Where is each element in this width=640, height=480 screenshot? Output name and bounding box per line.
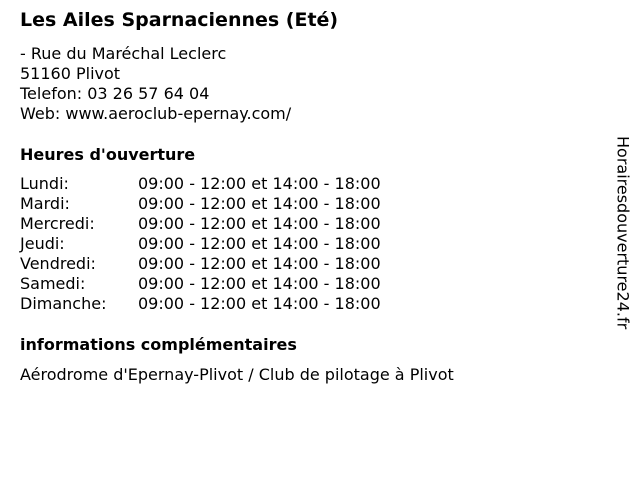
additional-info-heading: informations complémentaires <box>20 335 297 354</box>
time-range: 09:00 - 12:00 et 14:00 - 18:00 <box>138 194 381 213</box>
page-title: Les Ailes Sparnaciennes (Eté) <box>20 9 339 31</box>
time-range: 09:00 - 12:00 et 14:00 - 18:00 <box>138 174 381 193</box>
site-watermark: Horairesdouverture24.fr <box>613 136 633 330</box>
time-range: 09:00 - 12:00 et 14:00 - 18:00 <box>138 214 381 233</box>
hours-row-thursday <box>20 234 381 254</box>
day-label: Jeudi: <box>20 234 65 253</box>
address-block <box>20 44 291 124</box>
hours-row-wednesday <box>20 214 381 234</box>
time-range: 09:00 - 12:00 et 14:00 - 18:00 <box>138 234 381 253</box>
address-street: - Rue du Maréchal Leclerc <box>20 44 227 63</box>
day-label: Dimanche: <box>20 294 107 313</box>
hours-row-saturday <box>20 274 381 294</box>
time-range: 09:00 - 12:00 et 14:00 - 18:00 <box>138 254 381 273</box>
hours-row-friday <box>20 254 381 274</box>
day-label: Mercredi: <box>20 214 95 233</box>
day-label: Lundi: <box>20 174 69 193</box>
day-label: Samedi: <box>20 274 86 293</box>
day-label: Vendredi: <box>20 254 96 273</box>
address-city: 51160 Plivot <box>20 64 121 83</box>
time-range: 09:00 - 12:00 et 14:00 - 18:00 <box>138 274 381 293</box>
website: Web: www.aeroclub-epernay.com/ <box>20 104 292 123</box>
hours-row-tuesday <box>20 194 381 214</box>
hours-row-monday <box>20 174 381 194</box>
opening-hours-table <box>20 174 381 314</box>
day-label: Mardi: <box>20 194 70 213</box>
hours-row-sunday <box>20 294 381 314</box>
opening-hours-heading: Heures d'ouverture <box>20 145 196 164</box>
phone-number: Telefon: 03 26 57 64 04 <box>20 84 210 103</box>
time-range: 09:00 - 12:00 et 14:00 - 18:00 <box>138 294 381 313</box>
additional-info-text: Aérodrome d'Epernay-Plivot / Club de pilotage à Plivot <box>20 365 454 384</box>
